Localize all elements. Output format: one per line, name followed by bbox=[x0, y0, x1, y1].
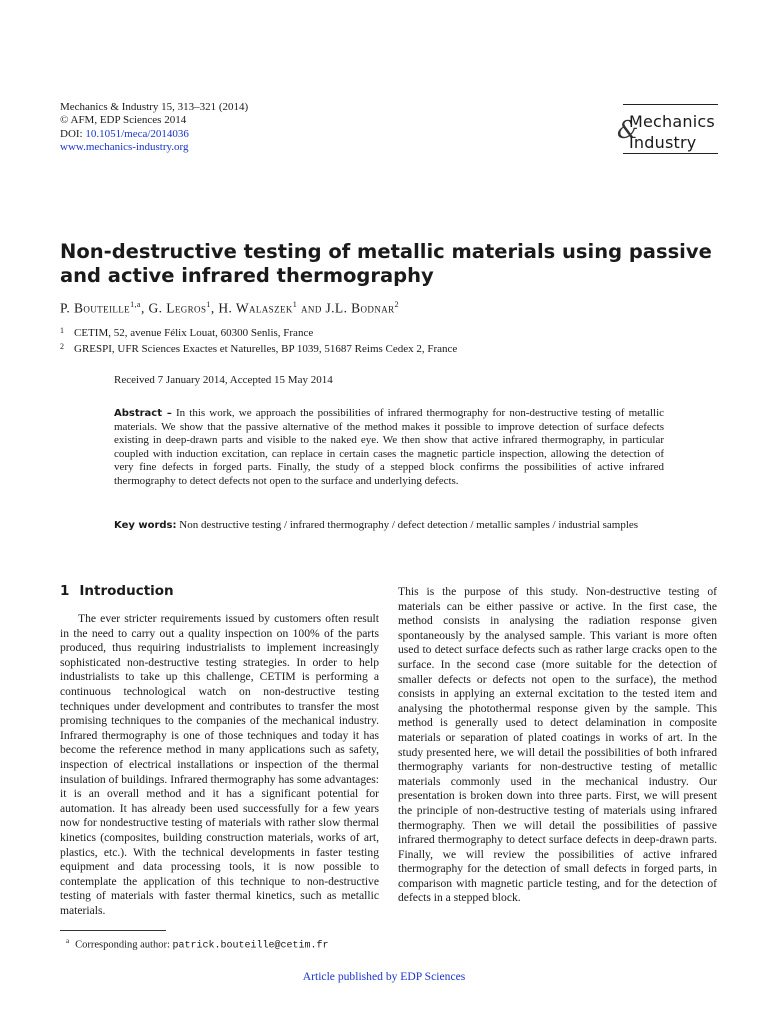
keywords bbox=[114, 519, 664, 533]
author-name: H. Walaszek bbox=[218, 300, 293, 316]
affiliation-number: 2 bbox=[60, 342, 64, 351]
affiliation bbox=[60, 340, 457, 356]
citation: Mechanics & Industry 15, 313–321 (2014) bbox=[60, 101, 249, 113]
doi-link[interactable]: 10.1051/meca/2014036 bbox=[85, 127, 189, 140]
publisher-link[interactable]: Article published by EDP Sciences bbox=[302, 970, 466, 983]
abstract bbox=[114, 407, 664, 489]
affiliation-text: CETIM, 52, avenue Félix Louat, 60300 Senlis, France bbox=[74, 327, 314, 339]
section-number: 1 bbox=[60, 583, 70, 599]
author-name: J.L. Bodnar bbox=[325, 300, 395, 316]
logo-industry: Industry bbox=[629, 133, 697, 152]
footnote bbox=[66, 937, 329, 952]
footnote-label: Corresponding author: bbox=[75, 939, 173, 951]
paper-title: Non-destructive testing of metallic materials using passive and active infrared thermography bbox=[60, 240, 712, 287]
author-email[interactable]: patrick.bouteille@cetim.fr bbox=[172, 940, 329, 952]
doi-line bbox=[60, 128, 248, 141]
footnote-mark: a bbox=[66, 937, 70, 945]
logo-ampersand: & bbox=[617, 116, 639, 144]
received-dates: Received 7 January 2014, Accepted 15 May 2014 bbox=[114, 374, 333, 386]
body-left-column: The ever stricter requirements issued by customers often result in the need to carry out a quality inspection on 100% of the parts produced, thus requiring industrialists to implement increasingly sophisticated non-destructive testing strategies. In order to help industrialists to take up this challenge, CETIM is performing a continuous technological watch on non-destructive testing techniques under development and contributes to transfer the most promising techniques to the companies of the mechanical industry. Infrared thermography is one of those techniques and today it has become the reference method in many applications such as safety, inspection of electrical installations or inspection of the thermal insulation of buildings. Infrared thermography has some advantages: it is an overall method and it has a significant potential for automation. It has already been used successfully for a few years now for nondestructive testing of materials with rather slow thermal kinetics (composites, building construction materials, works of art, plastics, etc.). With the technical developments in faster testing equipment and data processing tools, it is now possible to contemplate the application of this technique to non-destructive testing of materials with faster thermal kinetics, such as metallic materials. bbox=[60, 612, 379, 917]
author-sup: 1 bbox=[206, 300, 211, 309]
author-name: P. Bouteille bbox=[60, 300, 131, 316]
section-title: Introduction bbox=[79, 583, 174, 599]
author-name: G. Legros bbox=[148, 300, 207, 316]
logo-mechanics: Mechanics bbox=[629, 112, 715, 131]
doi-label: DOI: bbox=[60, 127, 86, 140]
author-sup: 1 bbox=[292, 300, 298, 309]
author-sup: 1,a bbox=[130, 300, 141, 309]
keywords-label: Key words: bbox=[114, 520, 177, 531]
abstract-label: Abstract – bbox=[114, 408, 172, 419]
logo-rule-top bbox=[623, 104, 718, 105]
keywords-text: Non destructive testing / infrared thermography / defect detection / metallic samples / industrial samples bbox=[179, 519, 639, 531]
website-link[interactable]: www.mechanics-industry.org bbox=[60, 141, 189, 154]
journal-header bbox=[60, 101, 248, 155]
affiliations bbox=[60, 324, 457, 356]
copyright: © AFM, EDP Sciences 2014 bbox=[60, 114, 187, 127]
abstract-text: In this work, we approach the possibilities of infrared thermography for non-destructive testing of metallic materials. We show that the passive alternative of the method makes it possible to improve detection of surface defects existing in deep-drawn parts and visible to the naked eye. We then show that active infrared thermography, in particular coupled with induction excitation, can replace in certain cases the magnetic particle inspection, allowing the detection of very fine defects in forged parts. Finally, the study of a stepped block confirms the possibilities of active infrared thermography to detect defects not open to the surface and underlying defects. bbox=[114, 407, 665, 487]
journal-logo bbox=[617, 104, 718, 154]
affiliation-text: GRESPI, UFR Sciences Exactes et Naturelles, BP 1039, 51687 Reims Cedex 2, France bbox=[74, 343, 458, 355]
logo-rule-bottom bbox=[623, 153, 718, 154]
affiliation-number: 1 bbox=[60, 326, 64, 335]
body-right-column: This is the purpose of this study. Non-destructive testing of materials can be either passive or active. In the first case, the method consists in analysing the radiation response given spontaneously by the analysed sample. This variant is more often used to detect surface defects such as rather large cracks open to the surface. In the second case (more suitable for the detection of smaller defects or defects not open to the surface), the method consists in applying an external excitation to the tested item and analysing the photothermal response given by the sample. This method is generally used to detect delamination in composite materials or separation of plated coatings in works of art. In the study presented here, we will detail the possibilities of both infrared thermography variants for non-destructive testing of metallic materials commonly used in the mechanical industry. Our presentation is broken down into three parts. First, we will present the principle of non-destructive testing of materials using infrared thermography. Then we will detail the possibilities of passive infrared thermography to detect surface defects in deep-drawn parts. Finally, we will review the possibilities of active infrared thermography for the detection of small defects in forged parts, in comparison with magnetic particle testing, and for the detection of defects in a stepped block. bbox=[398, 585, 717, 905]
affiliation bbox=[60, 324, 457, 340]
and-word: and bbox=[301, 300, 322, 316]
author-sup: 2 bbox=[394, 300, 399, 309]
footnote-rule bbox=[60, 930, 166, 931]
author-list: P. Bouteille$^{1,a}$, G. Legros$^1$, H. Walaszek$^1$ and J.L. Bodnar$^2$ bbox=[60, 300, 399, 316]
section-heading bbox=[60, 583, 174, 599]
